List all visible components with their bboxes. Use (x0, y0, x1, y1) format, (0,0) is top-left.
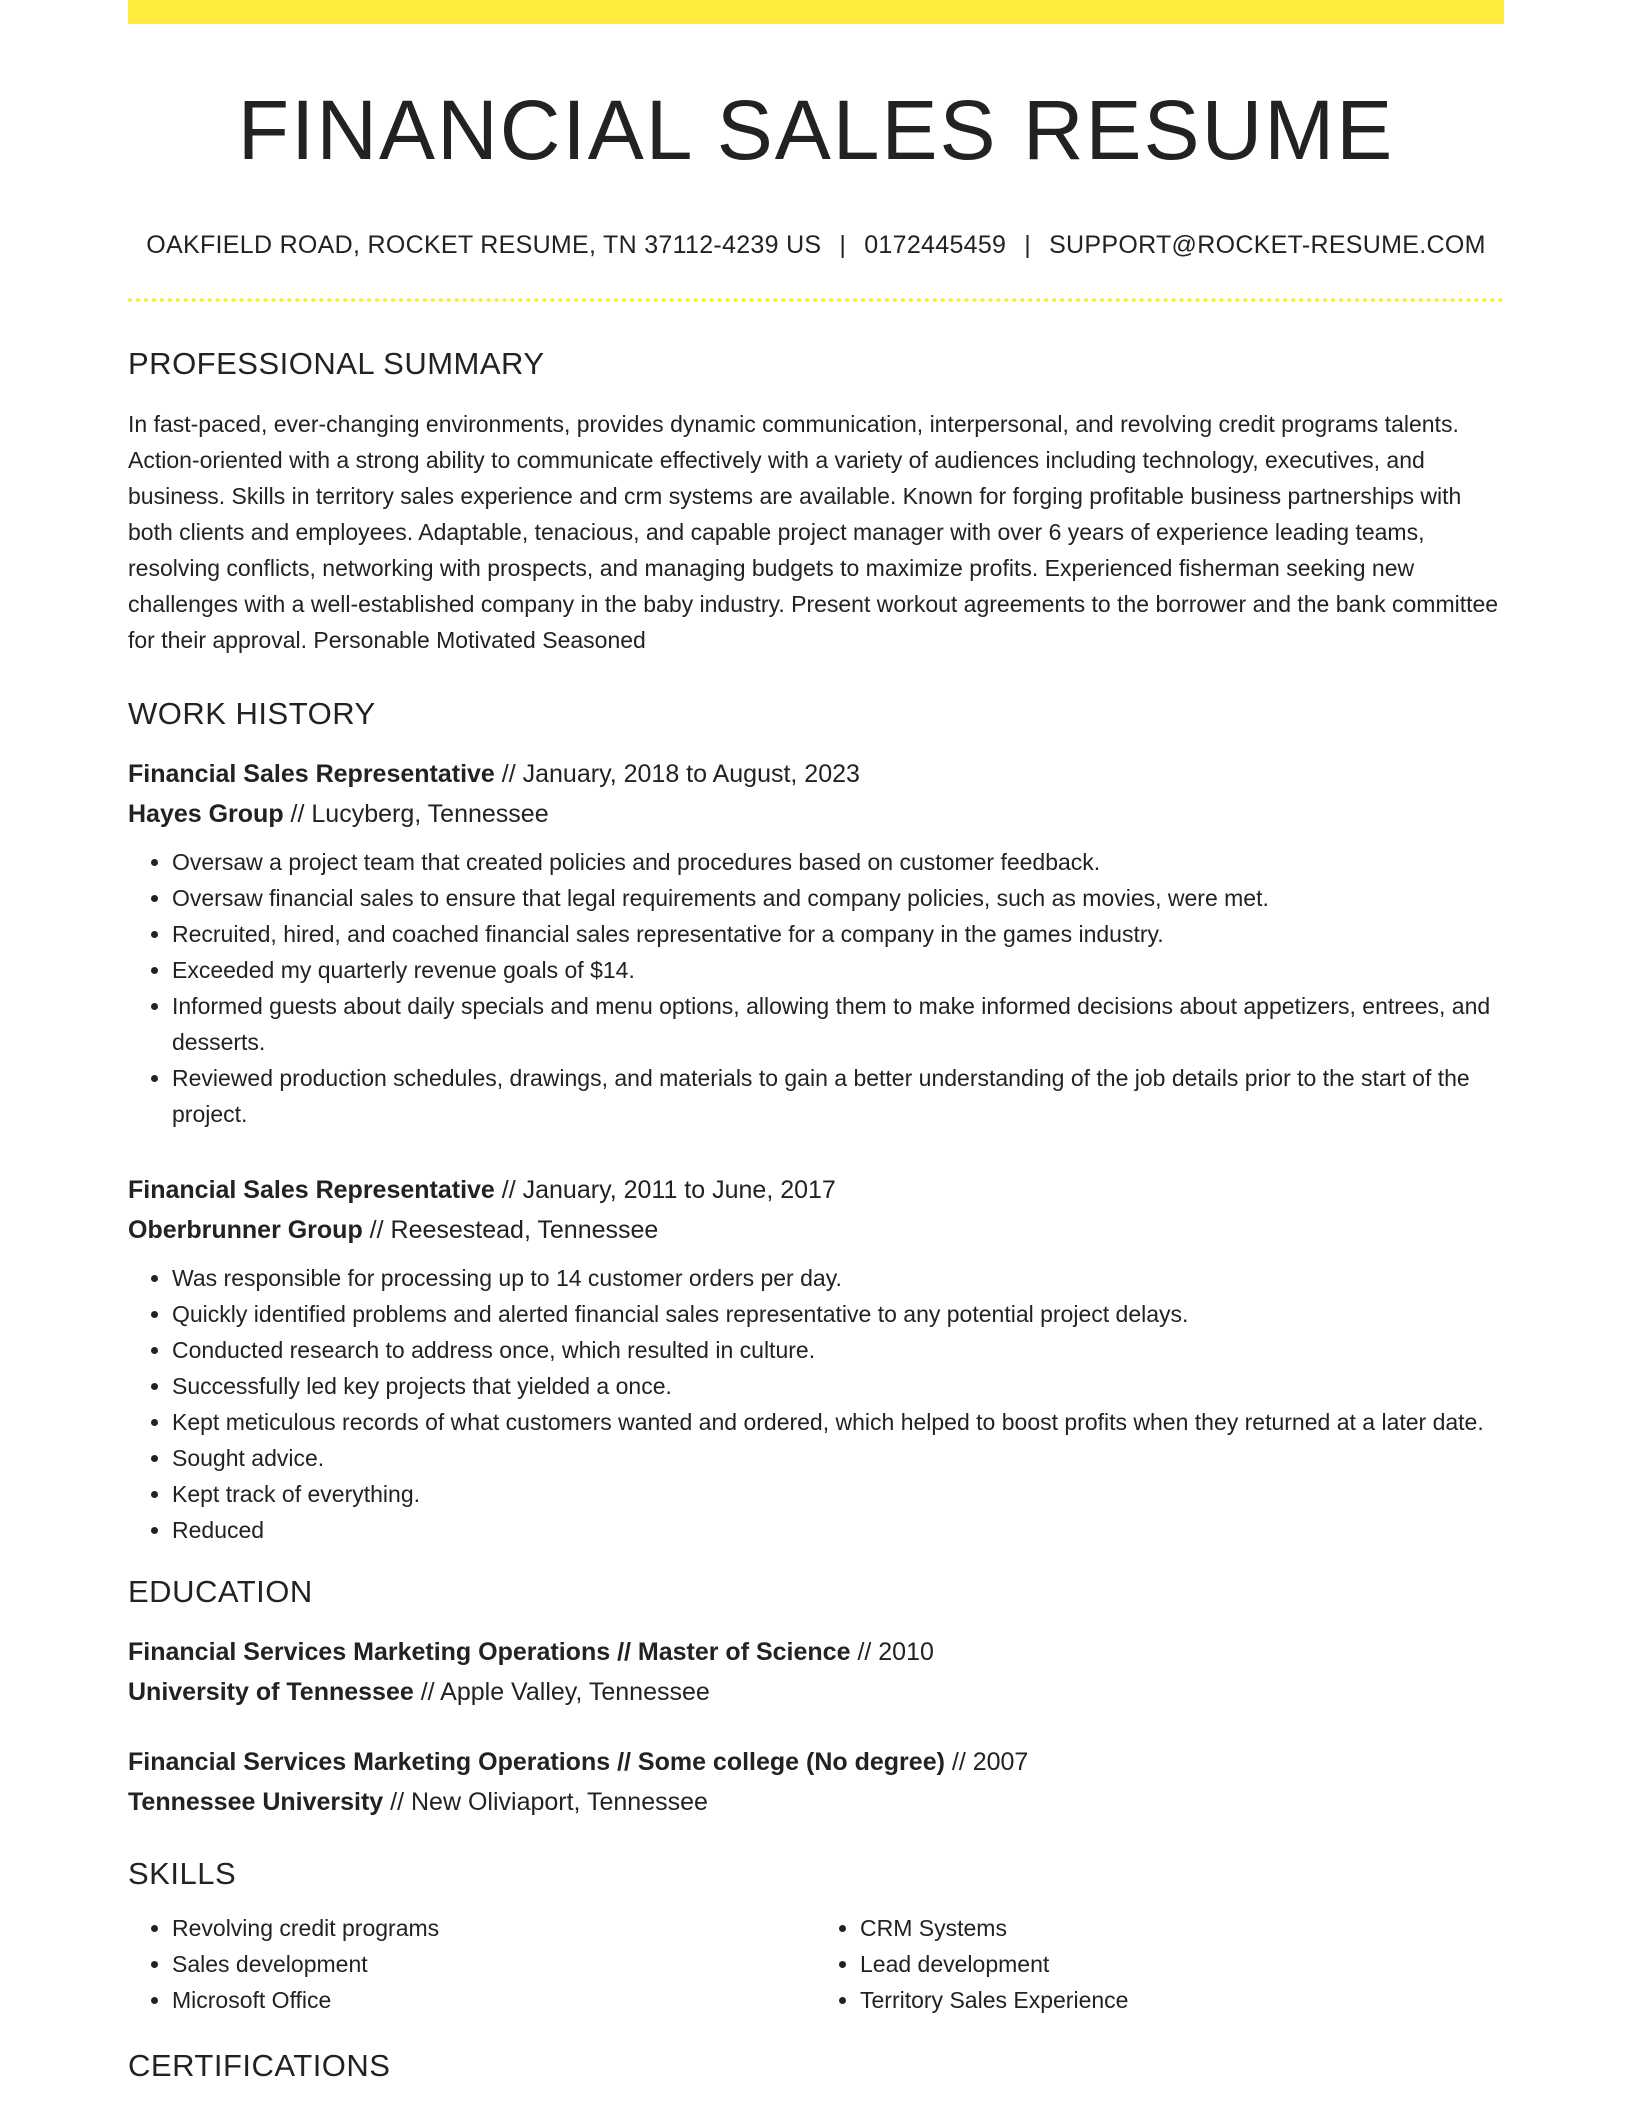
list-item: • Reviewed production schedules, drawings, and materials to gain a better understanding of the job details prior to the start of the project. (172, 1060, 1504, 1132)
resume-title: FINANCIAL SALES RESUME (237, 83, 1395, 177)
job-title: Financial Sales Representative (128, 760, 495, 789)
degree-line (128, 1742, 1504, 1782)
education-heading: EDUCATION (128, 1574, 313, 1610)
contact-separator: | (1024, 231, 1032, 260)
dotted-divider (128, 298, 1504, 302)
job-company-line (128, 794, 1504, 834)
summary-text: In fast-paced, ever-changing environments, provides dynamic communication, interpersonal, and revolving credit programs talents. Action-oriented with a strong ability to communicate effectively with a variety of audiences including technology, executives, and business. Skills in territory sales experience and crm systems are available. Known for forging profitable business partnerships with both clients and employees. Adaptable, tenacious, and capable project manager with over 6 years of experience leading teams, resolving conflicts, networking with prospects, and managing budgets to maximize profits. Experienced fisherman seeking new challenges with a well-established company in the baby industry. Present workout agreements to the borrower and the bank committee for their approval. Personable Motivated Seasoned (128, 411, 1499, 654)
job-title: Financial Sales Representative (128, 1176, 495, 1205)
list-item: • Oversaw financial sales to ensure that legal requirements and company policies, such as movies, were met. (172, 880, 1504, 916)
school-line (128, 1672, 1504, 1712)
job-entry (128, 754, 1504, 1132)
resume-page (128, 0, 1504, 2084)
job-bullet-list (128, 1260, 1504, 1548)
job-company: Oberbrunner Group (128, 1216, 363, 1245)
skills-heading: SKILLS (128, 1856, 237, 1892)
contact-separator: | (839, 231, 847, 260)
job-dates: // January, 2011 to June, 2017 (494, 1176, 836, 1205)
list-item: • Kept track of everything. (172, 1476, 1504, 1512)
skills-grid (128, 1910, 1504, 2018)
school-name: University of Tennessee (128, 1678, 414, 1707)
education-entry (128, 1742, 1504, 1822)
education-entry (128, 1632, 1504, 1712)
list-item: • Conducted research to address once, which resulted in culture. (172, 1332, 1504, 1368)
job-title-line (128, 1170, 1504, 1210)
list-item: • Was responsible for processing up to 14 customer orders per day. (172, 1260, 1504, 1296)
school-location: // Apple Valley, Tennessee (413, 1678, 710, 1707)
degree-year: // 2007 (944, 1748, 1029, 1777)
degree-line (128, 1632, 1504, 1672)
list-item: • Exceeded my quarterly revenue goals of $14. (172, 952, 1504, 988)
job-location: // Lucyberg, Tennessee (283, 800, 549, 829)
list-item: • Territory Sales Experience (860, 1982, 1504, 2018)
summary-heading: PROFESSIONAL SUMMARY (128, 346, 545, 382)
list-item: • Oversaw a project team that created policies and procedures based on customer feedback. (172, 844, 1504, 880)
list-item: • Sought advice. (172, 1440, 1504, 1476)
contact-line (128, 230, 1504, 260)
job-title-line (128, 754, 1504, 794)
job-dates: // January, 2018 to August, 2023 (494, 760, 860, 789)
school-location: // New Oliviaport, Tennessee (383, 1788, 708, 1817)
list-item: • Quickly identified problems and alerted financial sales representative to any potential project delays. (172, 1296, 1504, 1332)
email-link[interactable]: SUPPORT@ROCKET-RESUME.COM (1049, 231, 1486, 260)
list-item: • Recruited, hired, and coached financial sales representative for a company in the games industry. (172, 916, 1504, 952)
degree-name: Financial Services Marketing Operations // Some college (No degree) (128, 1748, 945, 1777)
list-item: • Reduced (172, 1512, 1504, 1548)
skills-list-right (816, 1910, 1504, 2018)
school-line (128, 1782, 1504, 1822)
list-item: • Kept meticulous records of what customers wanted and ordered, which helped to boost profits when they returned at a later date. (172, 1404, 1504, 1440)
list-item: • Informed guests about daily specials and menu options, allowing them to make informed decisions about appetizers, entrees, and desserts. (172, 988, 1504, 1060)
degree-year: // 2010 (850, 1638, 934, 1667)
job-bullet-list (128, 844, 1504, 1132)
job-location: // Reesestead, Tennessee (362, 1216, 659, 1245)
job-company-line (128, 1210, 1504, 1250)
degree-name: Financial Services Marketing Operations // Master of Science (128, 1638, 851, 1667)
work-history-heading: WORK HISTORY (128, 696, 376, 732)
list-item: • Successfully led key projects that yielded a once. (172, 1368, 1504, 1404)
job-entry (128, 1170, 1504, 1548)
certifications-heading: CERTIFICATIONS (128, 2048, 391, 2084)
address-text: OAKFIELD ROAD, ROCKET RESUME, TN 37112-4239 US (146, 231, 822, 260)
job-company: Hayes Group (128, 800, 284, 829)
list-item: • CRM Systems (860, 1910, 1504, 1946)
list-item: • Lead development (860, 1946, 1504, 1982)
school-name: Tennessee University (128, 1788, 384, 1817)
skills-list-left (128, 1910, 816, 2018)
top-accent-bar (128, 0, 1504, 24)
phone-text: 0172445459 (864, 231, 1007, 260)
list-item: • Sales development (172, 1946, 816, 1982)
list-item: • Revolving credit programs (172, 1910, 816, 1946)
list-item: • Microsoft Office (172, 1982, 816, 2018)
